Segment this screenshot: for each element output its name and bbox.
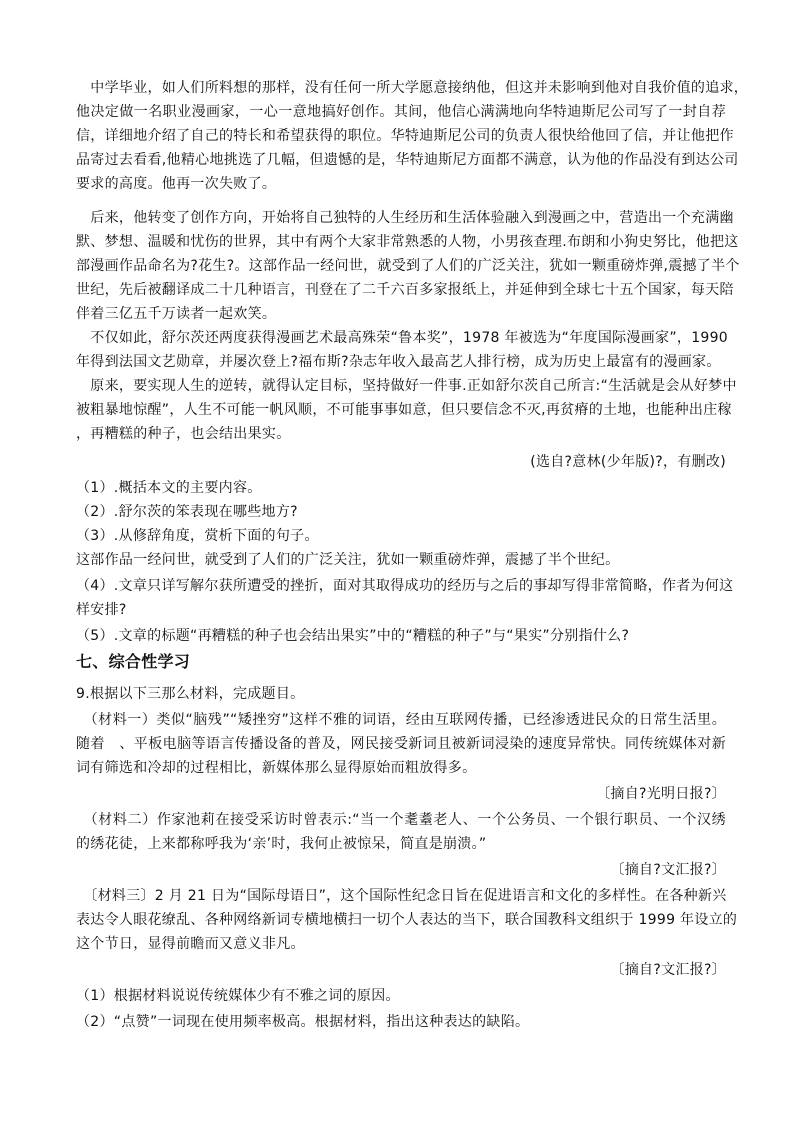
section-heading: 七、综合性学习 xyxy=(76,652,191,671)
material-line: 的绣花徒，上来都称呼我为‘亲’时，我何止被惊呆，简直是崩溃。” xyxy=(76,836,487,852)
paragraph-line: 不仅如此，舒尔茨还两度获得漫画艺术最高殊荣“鲁本奖”，1978 年被选为“年度国际漫画家”，1990 xyxy=(76,330,729,346)
material-line: （材料二）作家池莉在接受采访时曾表示:“当一个耄耋老人、一个公务员、一个银行职员、一个汉绣 xyxy=(76,812,726,828)
source-citation: 〔摘自?光明日报?〕 xyxy=(596,786,726,802)
source-citation: 〔摘自?文汇报?〕 xyxy=(610,862,726,878)
paragraph-line: 品寄过去看看,他精心地挑选了几幅，但遗憾的是，华特迪斯尼方面都不满意，认为他的作品没有到达公司 xyxy=(76,152,739,168)
paragraph-line: 信，详细地介绍了自己的特长和希望获得的职位。华特迪斯尼公司的负责人很快给他回了信，并让他把作 xyxy=(76,128,734,144)
question-item: （2）“点赞”一词现在使用频率极高。根据材料，指出这种表达的缺陷。 xyxy=(76,1014,530,1030)
paragraph-line: 原来，要实现人生的逆转，就得认定目标，坚持做好一件事.正如舒尔茨自己所言:“生活就是会从好梦中 xyxy=(76,378,737,394)
paragraph-line: 默、梦想、温暖和忧伤的世界，其中有两个大家非常熟悉的人物，小男孩查理.布朗和小狗史努比，他把这 xyxy=(76,234,739,250)
paragraph-line: ，再糟糕的种子，也会结出果实。 xyxy=(76,426,291,442)
paragraph-line: 伴着三亿五千万读者一起欢笑。 xyxy=(76,306,277,322)
paragraph-line: 部漫画作品命名为?花生?。这部作品一经问世，就受到了人们的广泛关注，犹如一颗重磅炸弹,震撼了半个 xyxy=(76,258,740,274)
paragraph-line: 后来，他转变了创作方向，开始将自己独特的人生经历和生活体验融入到漫画之中，营造出一个充满幽 xyxy=(76,210,734,226)
question-item: （5）.文章的标题“再糟糕的种子也会结出果实”中的“糟糕的种子”与“果实”分别指什么? xyxy=(76,628,630,644)
question-item: （3）.从修辞角度，赏析下面的句子。 xyxy=(76,528,319,544)
question-item: （4）.文章只详写解尔获所遭受的挫折，面对其取得成功的经历与之后的事却写得非常简略，作者为何这 xyxy=(76,578,734,594)
material-line: 随着 、平板电脑等语言传播设备的普及，网民接受新词且被新词浸染的速度异常快。同传统媒体对新 xyxy=(76,736,726,752)
paragraph-line: 世纪，先后被翻译成二十几种语言，刊登在了二千六百多家报纸上，并延伸到全球七十五个国家，每天陪 xyxy=(76,282,734,298)
paragraph-line: 被粗暴地惊醒”，人生不可能一帆风顺，不可能事事如意，但只要信念不灭,再贫瘠的土地，也能种出庄稼 xyxy=(76,402,732,418)
material-line: （材料一）类似“脑残”“矮挫穷”这样不雅的词语，经由互联网传播，已经渗透进民众的日常生活里。 xyxy=(76,712,726,728)
quoted-sentence: 这部作品一经问世，就受到了人们的广泛关注，犹如一颗重磅炸弹，震撼了半个世纪。 xyxy=(76,552,620,568)
material-line: 这个节日，显得前瞻而又意义非凡。 xyxy=(76,936,305,952)
paragraph-line: 他决定做一名职业漫画家，一心一意地搞好创作。其间，他信心满满地向华特迪斯尼公司写了一封自荐 xyxy=(76,104,726,120)
source-citation: 〔摘自?文汇报?〕 xyxy=(610,962,726,978)
task-instruction: 9.根据以下三那么材料，完成题目。 xyxy=(76,686,305,702)
paragraph-line: 中学毕业，如人们所料想的那样，没有任何一所大学愿意接纳他，但这并未影响到他对自我价值的追求， xyxy=(76,80,749,96)
question-item: 样安排? xyxy=(76,602,127,618)
question-item: （1）根据材料说说传统媒体少有不雅之词的原因。 xyxy=(76,988,400,1004)
material-line: 词有筛选和冷却的过程相比，新媒体那么显得原始而粗放得多。 xyxy=(76,760,477,776)
paragraph-line: 要求的高度。他再一次失败了。 xyxy=(76,176,277,192)
material-line: 〔材料三〕2 月 21 日为“国际母语日”，这个国际性纪念日旨在促进语言和文化的多样性。在各种新兴 xyxy=(76,888,727,904)
paragraph-line: 年得到法国文艺勋章，并屡次登上?福布斯?杂志年收入最高艺人排行榜，成为历史上最富有的漫画家。 xyxy=(76,354,721,370)
source-citation: (选自?意林(少年版)?，有删改) xyxy=(530,454,726,470)
material-line: 表达令人眼花缭乱、各种网络新词专横地横扫一切个人表达的当下，联合国教科文组织于 1999 年设立的 xyxy=(76,912,738,928)
question-item: （1）.概括本文的主要内容。 xyxy=(76,480,262,496)
question-item: （2）.舒尔茨的笨表现在哪些地方? xyxy=(76,504,298,520)
